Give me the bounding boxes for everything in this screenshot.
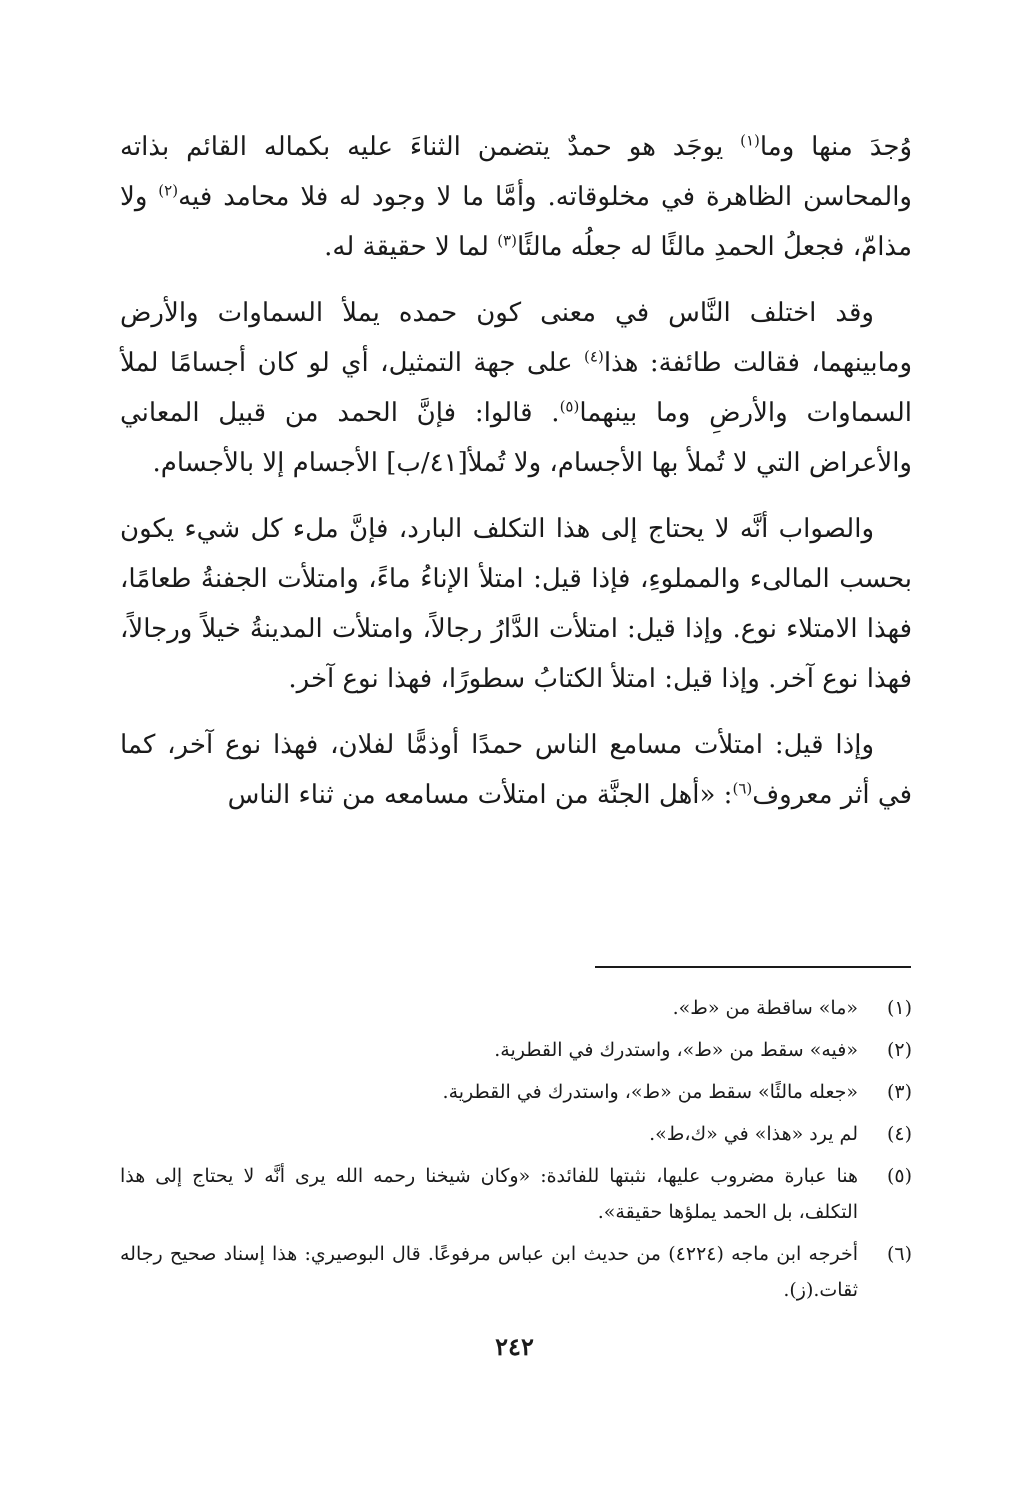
footnote-reference-5: (٥) xyxy=(559,397,580,416)
page-number: ٢٤٢ xyxy=(495,1332,534,1361)
footnote-text: «جعله مالئًا» سقط من «ط»، واستدرك في القطرية. xyxy=(442,1081,858,1103)
footnote-separator xyxy=(595,966,911,968)
footnote-text: أخرجه ابن ماجه (٤٢٢٤) من حديث ابن عباس مرفوعًا. قال البوصيري: هذا إسناد صحيح رجاله ثقات.(ز). xyxy=(120,1243,858,1301)
paragraph-4 xyxy=(120,720,912,820)
footnote-2 xyxy=(120,1032,912,1068)
footnote-number: (٥) xyxy=(886,1165,912,1187)
footnote-1 xyxy=(120,990,912,1026)
footnote-number: (٢) xyxy=(886,1039,912,1061)
footnote-number: (٦) xyxy=(886,1243,912,1265)
paragraph-3 xyxy=(120,504,912,704)
text-segment: ولا مذامّ، فجعلُ الحمدِ مالئًا له جعلُه مالئًا xyxy=(120,182,912,262)
text-segment: : «أهل الجنَّة من امتلأت مسامعه من ثناء الناس xyxy=(227,780,733,810)
footnote-5 xyxy=(120,1158,912,1230)
footnote-6 xyxy=(120,1236,912,1308)
text-segment: وإذا قيل: امتلأت مسامع الناس حمدًا أوذمًّا لفلان، فهذا نوع آخر، كما في أثر معروف xyxy=(120,730,912,810)
footnote-number: (٤) xyxy=(886,1123,912,1145)
footnote-reference-6: (٦) xyxy=(732,779,753,798)
paragraph-2 xyxy=(120,288,912,488)
text-segment: . قالوا: فإنَّ الحمد من قبيل المعاني والأعراض التي لا تُملأ بها الأجسام، ولا تُملأ[٤١/ب] الأجسام إلا بالأجسام. xyxy=(120,398,912,478)
paragraph-1 xyxy=(120,122,912,272)
footnote-text: «ما» ساقطة من «ط». xyxy=(672,997,858,1019)
footnote-4 xyxy=(120,1116,912,1152)
footnotes xyxy=(120,990,912,1314)
text-segment: يوجَد هو حمدٌ يتضمن الثناءَ عليه بكماله القائم بذاته والمحاسن الظاهرة في مخلوقاته. وأمَّا ما لا وجود له فلا محامد فيه xyxy=(120,132,912,212)
main-text xyxy=(120,122,912,836)
text-segment: والصواب أنَّه لا يحتاج إلى هذا التكلف البارد، فإنَّ ملء كل شيء يكون بحسب المالىء والمملوءِ، فإذا قيل: امتلأ الإناءُ ماءً، وامتلأت الجفنةُ طعامًا، فهذا الامتلاء نوع. وإذا قيل: امتلأت الدَّارُ رجالاً، وامتلأت المدينةُ خيلاً ورجالاً، فهذا نوع آخر. وإذا قيل: امتلأ الكتابُ سطورًا، فهذا نوع آخر. xyxy=(120,514,912,694)
text-segment: وقد اختلف النَّاس في معنى كون حمده يملأ السماوات والأرض ومابينهما، فقالت طائفة: هذا xyxy=(120,298,913,378)
text-segment: وُجدَ منها وما xyxy=(759,132,912,162)
footnote-3 xyxy=(120,1074,912,1110)
footnote-text: لم يرد «هذا» في «ك،ط». xyxy=(649,1123,858,1145)
footnote-text: «فيه» سقط من «ط»، واستدرك في القطرية. xyxy=(494,1039,858,1061)
text-segment: لما لا حقيقة له. xyxy=(324,232,498,262)
text-segment: على جهة التمثيل، أي لو كان أجسامًا لملأ السماوات والأرضِ وما بينهما xyxy=(120,348,912,428)
footnote-reference-3: (٣) xyxy=(497,231,517,250)
footnote-reference-4: (٤) xyxy=(584,347,604,366)
footnote-text: هنا عبارة مضروب عليها، نثبتها للفائدة: «وكان شيخنا رحمه الله يرى أنَّه لا يحتاج إلى هذا التكلف، بل الحمد يملؤها حقيقة». xyxy=(120,1165,858,1223)
footnote-number: (١) xyxy=(886,997,912,1019)
footnote-number: (٣) xyxy=(886,1081,912,1103)
footnote-reference-1: (١) xyxy=(740,131,760,150)
footnote-reference-2: (٢) xyxy=(158,181,179,200)
